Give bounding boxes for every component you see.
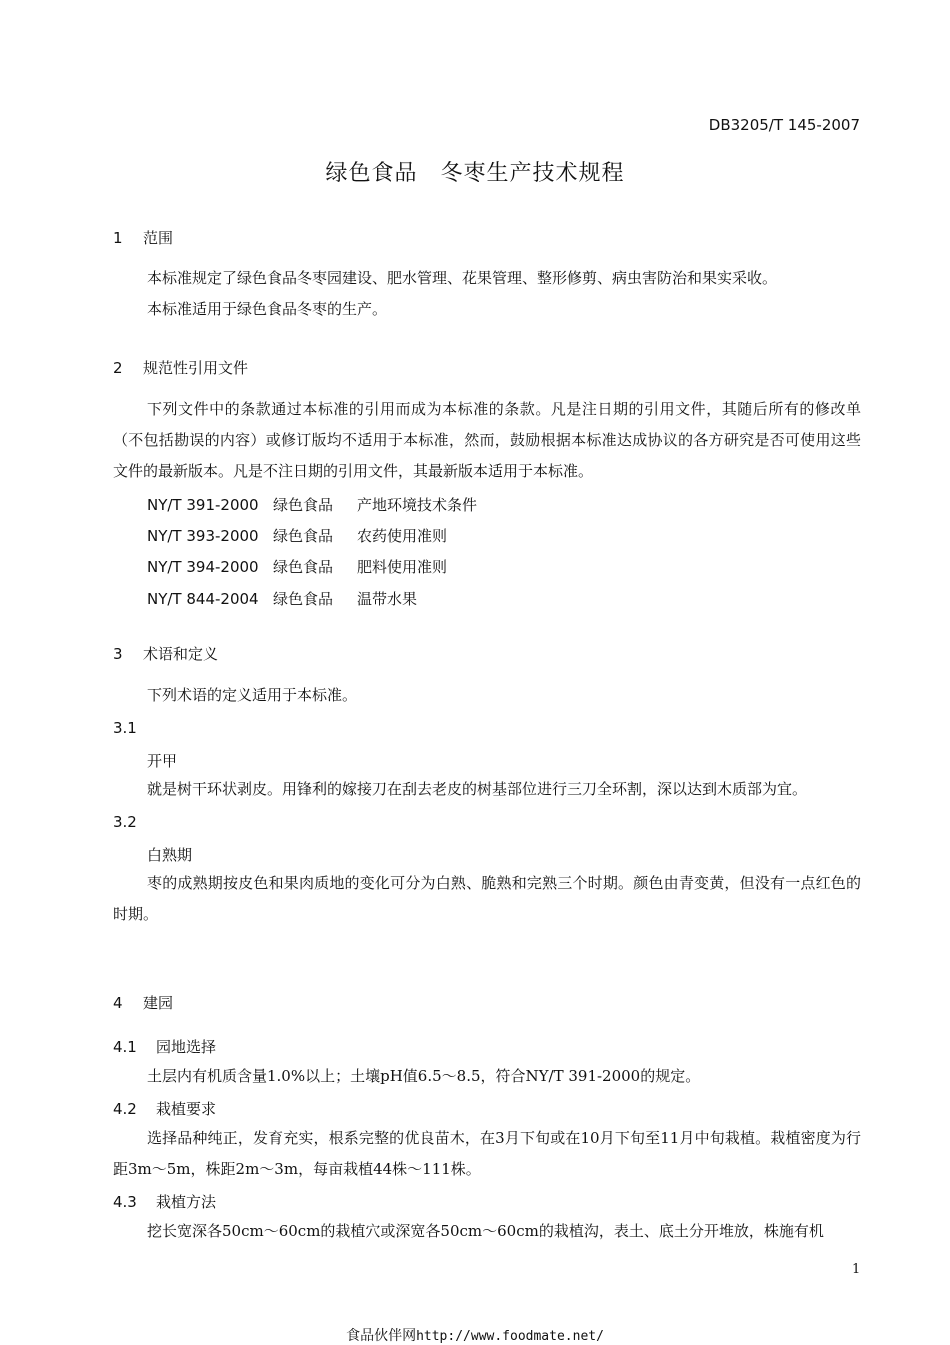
reference-item xyxy=(147,494,477,515)
section-4-1-heading xyxy=(113,1036,216,1057)
term-3-2-definition: 枣的成熟期按皮色和果肉质地的变化可分为白熟、脆熟和完熟三个时期。颜色由青变黄，但没有一点红色的时期。 xyxy=(113,874,861,923)
section-4-3-paragraph: 挖长宽深各50cm～60cm的栽植穴或深宽各50cm～60cm的栽植沟，表土、底土分开堆放，株施有机 xyxy=(147,1222,824,1240)
section-4-2-heading xyxy=(113,1098,216,1119)
term-3-1-title: 开甲 xyxy=(147,752,178,770)
subsection-title: 栽植要求 xyxy=(156,1100,217,1118)
section-number: 1 xyxy=(113,229,123,247)
section-title: 术语和定义 xyxy=(143,645,219,663)
section-number: 3 xyxy=(113,645,123,663)
term-3-1-definition: 就是树干环状剥皮。用锋利的嫁接刀在刮去老皮的树基部位进行三刀全环割，深以达到木质部为宜。 xyxy=(147,780,808,798)
reference-category: 绿色食品 xyxy=(273,527,334,545)
section-title: 规范性引用文件 xyxy=(143,359,249,377)
footer xyxy=(0,1325,950,1345)
section-2-heading xyxy=(113,357,248,378)
reference-code: NY/T 394-2000 xyxy=(147,558,259,576)
reference-item xyxy=(147,556,447,577)
section-4-2-paragraph: 选择品种纯正，发育充实，根系完整的优良苗木，在3月下旬或在10月下旬至11月中旬栽植。栽植密度为行距3m～5m，株距2m～3m，每亩栽植44株～111株。 xyxy=(113,1129,861,1178)
section-1-paragraph-1: 本标准规定了绿色食品冬枣园建设、肥水管理、花果管理、整形修剪、病虫害防治和果实采收。 xyxy=(147,269,778,287)
footer-url-link[interactable]: http://www.foodmate.net/ xyxy=(416,1329,604,1344)
section-number: 4 xyxy=(113,994,123,1012)
section-4-heading xyxy=(113,992,173,1013)
subsection-title: 园地选择 xyxy=(156,1038,217,1056)
reference-name: 产地环境技术条件 xyxy=(357,496,478,514)
section-4-1-paragraph: 土层内有机质含量1.0%以上；土壤pH值6.5～8.5，符合NY/T 391-2000的规定。 xyxy=(147,1067,701,1085)
subsection-title: 栽植方法 xyxy=(156,1193,217,1211)
reference-category: 绿色食品 xyxy=(273,558,334,576)
term-3-1-number: 3.1 xyxy=(113,719,137,737)
reference-category: 绿色食品 xyxy=(273,496,334,514)
reference-item xyxy=(147,525,447,546)
reference-name: 肥料使用准则 xyxy=(357,558,448,576)
section-title: 范围 xyxy=(143,229,174,247)
section-1-paragraph-2: 本标准适用于绿色食品冬枣的生产。 xyxy=(147,300,388,318)
section-3-heading xyxy=(113,643,218,664)
reference-item xyxy=(147,588,417,609)
reference-code: NY/T 844-2004 xyxy=(147,590,259,608)
page-title: 绿色食品 冬枣生产技术规程 xyxy=(325,161,625,186)
standard-number: DB3205/T 145-2007 xyxy=(708,116,860,134)
section-2-paragraph-1: 下列文件中的条款通过本标准的引用而成为本标准的条款。凡是注日期的引用文件，其随后所有的修改单（不包括勘误的内容）或修订版均不适用于本标准，然而，鼓励根据本标准达成协议的各方研究是否可使用这些文件的最新版本。凡是不注日期的引用文件，其最新版本适用于本标准。 xyxy=(113,400,861,480)
term-3-2-number: 3.2 xyxy=(113,813,137,831)
section-number: 2 xyxy=(113,359,123,377)
reference-code: NY/T 391-2000 xyxy=(147,496,259,514)
section-1-heading xyxy=(113,227,173,248)
reference-category: 绿色食品 xyxy=(273,590,334,608)
reference-name: 温带水果 xyxy=(357,590,418,608)
subsection-number: 4.1 xyxy=(113,1038,137,1056)
section-title: 建园 xyxy=(143,994,174,1012)
term-3-2-title: 白熟期 xyxy=(147,846,193,864)
footer-site-name: 食品伙伴网 xyxy=(346,1328,417,1344)
section-3-paragraph-1: 下列术语的定义适用于本标准。 xyxy=(147,686,358,704)
subsection-number: 4.3 xyxy=(113,1193,137,1211)
reference-name: 农药使用准则 xyxy=(357,527,448,545)
section-4-3-heading xyxy=(113,1191,216,1212)
page-number: 1 xyxy=(852,1262,861,1277)
reference-code: NY/T 393-2000 xyxy=(147,527,259,545)
subsection-number: 4.2 xyxy=(113,1100,137,1118)
